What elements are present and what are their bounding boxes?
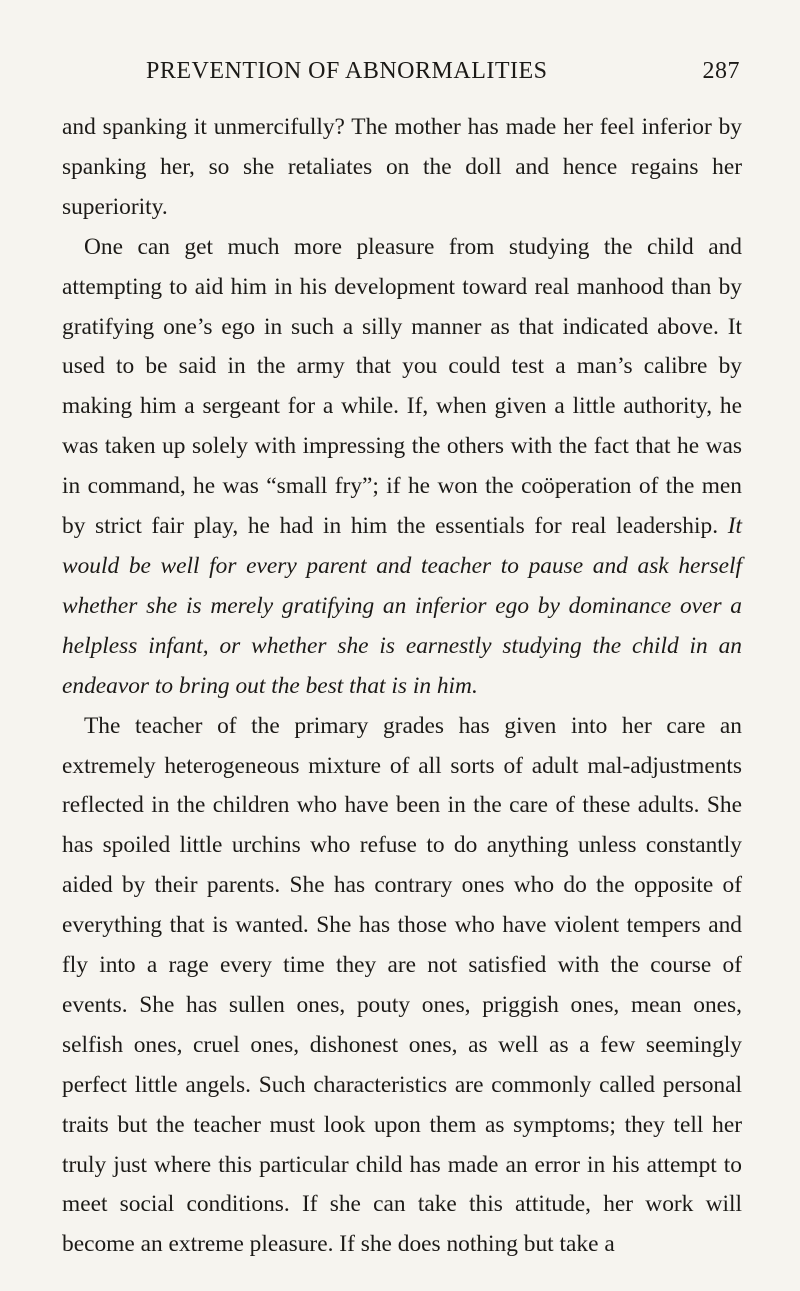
running-title: PREVENTION OF ABNORMALITIES <box>146 58 548 84</box>
paragraph-leadership <box>62 228 742 707</box>
paragraph-primary-teacher <box>62 707 742 1266</box>
italic-emphasis: It would be well for every parent and teacher to pause and ask herself whether she is merely gratifying an inferior ego by dominance over a helpless infant, or whether she is earnestly studying the child in an endeavor to bring out the best that is in him. <box>62 513 742 699</box>
page-number: 287 <box>702 58 740 84</box>
paragraph-text: The teacher of the primary grades has given into her care an extremely heterogeneous mixture of all sorts of adult mal-adjustments reflected in the children who have been in the care of these adults. She has spoiled little urchins who refuse to do anything unless constantly aided by their parents. She has contrary ones who do the opposite of everything that is wanted. She has those who have violent tempers and fly into a rage every time they are not satisfied with the course of events. She has sullen ones, pouty ones, priggish ones, mean ones, selfish ones, cruel ones, dishonest ones, as well as a few seemingly perfect little angels. Such characteristics are commonly called personal traits but the teacher must look upon them as symptoms; they tell her truly just where this particular child has made an error in his attempt to meet social conditions. If she can take this attitude, her work will become an extreme pleasure. If she does nothing but take a <box>62 712 742 1258</box>
paragraph-continuation <box>62 108 742 228</box>
running-head <box>146 58 740 94</box>
paragraph-text: and spanking it unmercifully? The mother has made her feel inferior by spanking her, so she retaliates on the doll and hence regains her superiority. <box>62 114 742 220</box>
paragraph-text: One can get much more pleasure from studying the child and attempting to aid him in his development toward real manhood than by gratifying one’s ego in such a silly manner as that indicated above. It used to be said in the army that you could test a man’s calibre by making him a sergeant for a while. If, when given a little authority, he was taken up solely with impressing the others with the fact that he was in command, he was “small fry”; if he won the coöperation of the men by strict fair play, he had in him the essentials for real leadership. <box>62 233 742 540</box>
body-text <box>62 108 742 1265</box>
